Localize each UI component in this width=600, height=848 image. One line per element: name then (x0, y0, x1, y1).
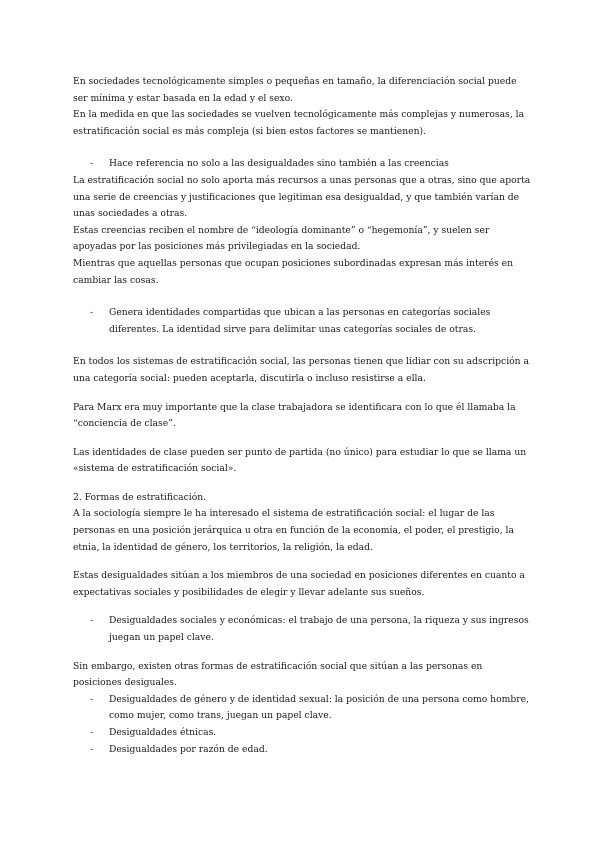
spacer (73, 556, 533, 568)
spacer (73, 140, 533, 156)
section-heading: 2. Formas de estratificación. (73, 491, 207, 503)
paragraph: Estas creencias reciben el nombre de “ideología dominante” o “hegemonía”, y suelen ser apoyadas por las posiciones más privilegiadas en la sociedad. (73, 224, 490, 253)
bullet-item: - Desigualdades por razón de edad. (73, 742, 533, 759)
spacer (73, 601, 533, 613)
bullet-item: - Desigualdades de género y de identidad sexual: la posición de una persona como hombre, como mujer, como trans, juegan un papel clave. (73, 692, 533, 725)
bullet-item: - Desigualdades sociales y económicas: el trabajo de una persona, la riqueza y sus ingresos juegan un papel clave. (73, 613, 533, 646)
spacer (73, 647, 533, 659)
paragraph: Estas desigualdades sitúan a los miembros de una sociedad en posiciones diferentes en cuanto a expectativas sociales y posibilidades de elegir y llevar adelante sus sueños. (73, 570, 525, 598)
paragraph: Las identidades de clase pueden ser punto de partida (no único) para estudiar lo que se llama un «sistema de estratificación social». (73, 446, 527, 475)
paragraph: En todos los sistemas de estratificación social, las personas tienen que lidiar con su adscripción a una categoría social: pueden aceptarla, discutirla o incluso resistirse a ella. (73, 356, 529, 384)
spacer (73, 338, 533, 354)
paragraph: La estratificación social no solo aporta más recursos a unas personas que a otras, sino que aporta una serie de creencias y justificaciones que legitiman esa desigualdad, y que también varían de unas sociedades a otras. (73, 174, 531, 220)
spacer (73, 388, 533, 400)
spacer (73, 433, 533, 445)
bullet-list (73, 692, 533, 758)
bullet-item: - Hace referencia no solo a las desigualdades sino también a las creencias (73, 156, 533, 173)
paragraph: En la medida en que las sociedades se vuelven tecnológicamente más complejas y numerosas, la estratificación social es más compleja (si bien estos factores se mantienen). (73, 109, 525, 137)
spacer (73, 478, 533, 490)
document-body (73, 74, 533, 758)
paragraph: Mientras que aquellas personas que ocupan posiciones subordinadas expresan más interés en cambiar las cosas. (73, 257, 513, 286)
paragraph: En sociedades tecnológicamente simples o pequeñas en tamaño, la diferenciación social puede ser mínima y estar basada en la edad y el sexo. (73, 76, 517, 104)
spacer (73, 289, 533, 305)
paragraph: Para Marx era muy importante que la clase trabajadora se identificara con lo que él llamaba la “conciencia de clase”. (73, 401, 516, 430)
bullet-list (73, 613, 533, 646)
bullet-list (73, 156, 533, 173)
bullet-list (73, 305, 533, 338)
bullet-item: - Genera identidades compartidas que ubican a las personas en categorías sociales diferentes. La identidad sirve para delimitar unas categorías sociales de otras. (73, 305, 533, 338)
paragraph: A la sociología siempre le ha interesado el sistema de estratificación social: el lugar de las personas en una posición jerárquica u otra en función de la economía, el poder, el prestigio, la etnia, la identidad de género, los territorios, la religión, la edad. (73, 508, 514, 553)
paragraph: Sin embargo, existen otras formas de estratificación social que sitúan a las personas en posiciones desiguales. (73, 660, 483, 689)
bullet-item: - Desigualdades étnicas. (73, 725, 533, 742)
